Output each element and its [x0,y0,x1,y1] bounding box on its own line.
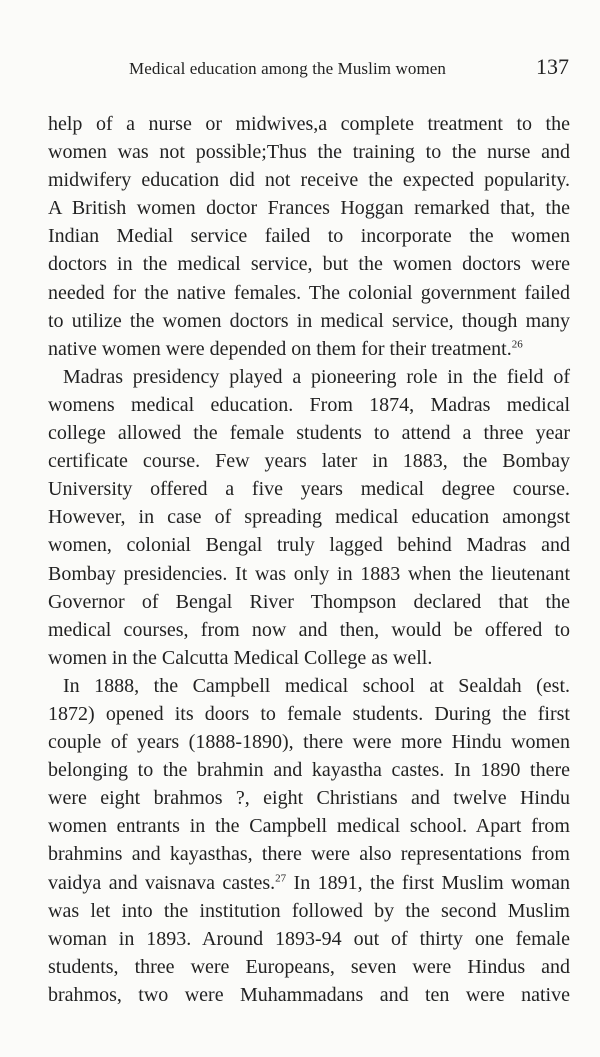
text-line: Bombay presidencies. It was only in 1883 when the lieutenant [48,562,570,585]
text-line: help of a nurse or midwives,a complete treatment to the [48,113,570,135]
text-line-content: vaidya and vaisnava castes. [48,871,276,894]
text-line: needed for the native females. The colonial government failed [48,281,570,304]
text-line: midwifery education did not receive the expected popularity. [48,169,570,192]
footnote-reference: 27 [275,871,287,884]
body-text [48,110,570,1009]
text-line: doctors in the medical service, but the women doctors were [48,253,570,276]
text-line: was let into the institution followed by the second Muslim [48,899,570,922]
paragraph-1 [48,110,570,363]
text-line: 1872) opened its doors to female students. During the first [48,702,570,725]
text-line: women in the Calcutta Medical College as well. [48,646,433,669]
text-line: A British women doctor Frances Hoggan remarked that, the [48,197,570,220]
text-line: medical courses, from now and then, would be offered to [48,618,570,641]
text-line: students, three were Europeans, seven were Hindus and [48,955,570,978]
text-line: to utilize the women doctors in medical service, though many [48,309,570,332]
text-line: However, in case of spreading medical education amongst [48,506,570,529]
text-line: women was not possible;Thus the training to the nurse and [48,141,570,164]
text-line: brahmins and kayasthas, there were also representations from [48,843,570,866]
text-line: woman in 1893. Around 1893-94 out of thirty one female [48,927,570,950]
text-line: womens medical education. From 1874, Madras medical [48,393,570,416]
text-line: women, colonial Bengal truly lagged behind Madras and [48,534,570,557]
paragraph-2 [48,363,570,672]
footnote-reference: 26 [511,338,523,351]
text-line: were eight brahmos ?, eight Christians and twelve Hindu [48,787,570,810]
running-head [129,55,569,83]
text-line: Madras presidency played a pioneering role in the field of [63,365,570,388]
text-line: brahmos, two were Muhammadans and ten were native [48,983,570,1006]
text-line [48,335,570,363]
text-line: belonging to the brahmin and kayastha castes. In 1890 there [48,759,570,782]
text-line: certificate course. Few years later in 1883, the Bombay [48,450,570,473]
text-line: college allowed the female students to attend a three year [48,422,570,445]
text-line-content: native women were depended on them for their treatment. [48,337,512,360]
text-line: In 1888, the Campbell medical school at Sealdah (est. [63,674,570,697]
text-line [48,869,570,897]
paragraph-3 [48,672,570,1009]
text-line-content: In 1891, the first Muslim woman [286,871,570,894]
text-line: Indian Medial service failed to incorporate the women [48,225,570,248]
running-title: Medical education among the Muslim women [129,59,447,78]
text-line: University offered a five years medical degree course. [48,478,570,501]
text-line: couple of years (1888-1890), there were more Hindu women [48,731,570,754]
text-line: Governor of Bengal River Thompson declared that the [48,590,570,613]
page-number: 137 [536,54,569,79]
text-line: women entrants in the Campbell medical school. Apart from [48,815,570,838]
